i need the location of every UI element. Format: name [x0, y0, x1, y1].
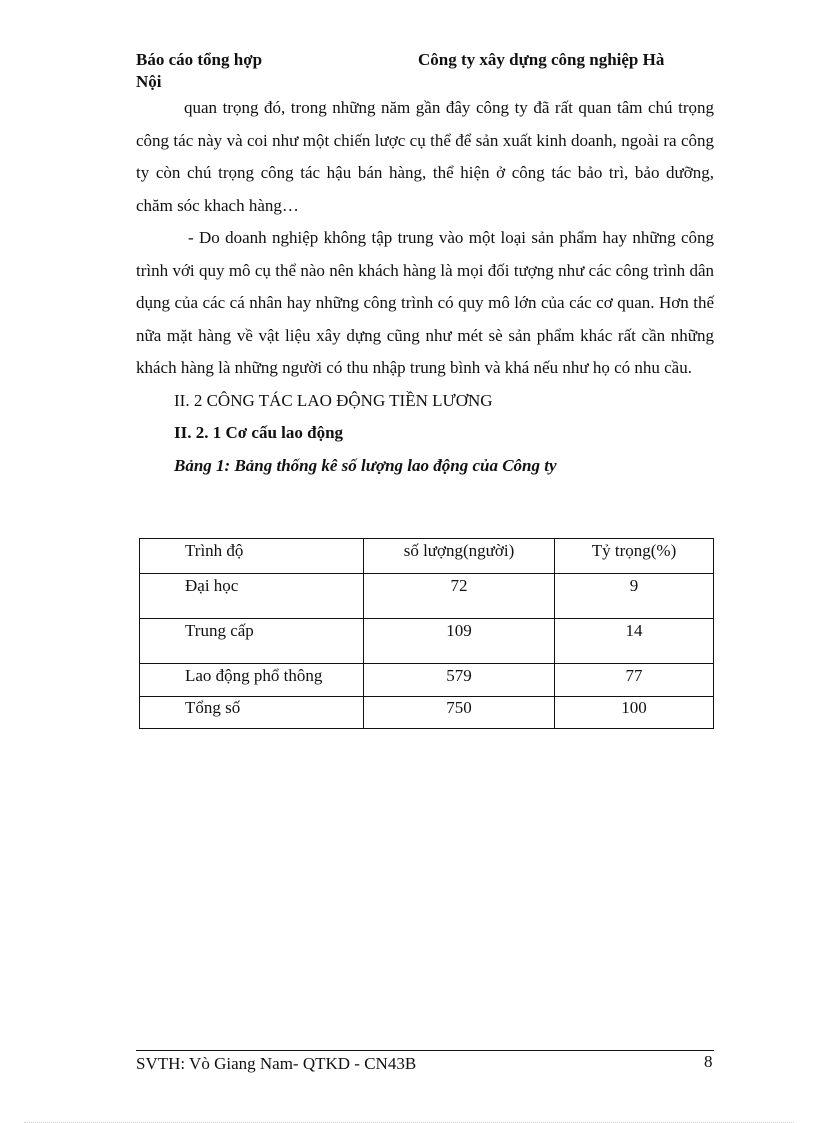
table-cell: 100 — [555, 697, 714, 729]
table-header-row — [140, 539, 714, 574]
table-row — [140, 664, 714, 697]
table-cell: 77 — [555, 664, 714, 697]
page-number: 8 — [704, 1052, 713, 1071]
footer-author: SVTH: Vò Giang Nam- QTKD - CN43B — [136, 1054, 417, 1073]
table-header-cell: Tỷ trọng(%) — [555, 539, 714, 574]
table-cell: 72 — [364, 574, 555, 619]
table-row-total — [140, 697, 714, 729]
paragraph-1: quan trọng đó, trong những năm gần đây công ty đã rất quan tâm chú trọng công tác này và coi như một chiến lược cụ thể để sản xuất kinh doanh, ngoài ra công ty còn chú trọng công tác hậu bán hàng, thể hiện ở công tác bảo trì, bảo dưỡng, chăm sóc khach hàng… — [136, 98, 714, 215]
header-left-title: Báo cáo tổng hợp — [136, 50, 263, 69]
table-cell: 750 — [364, 697, 555, 729]
paragraph-2: - Do doanh nghiệp không tập trung vào một loại sản phẩm hay những công trình với quy mô cụ thể nào nên khách hàng là mọi đối tượng như các công trình dân dụng của các cá nhân hay những công trình có quy mô lớn của các cơ quan. Hơn thế nữa mặt hàng về vật liệu xây dựng cũng như mét sè sản phẩm khác rất cần những khách hàng là những người có thu nhập trung bình và khá nếu như họ có nhu cầu. — [136, 228, 714, 377]
footer-divider — [136, 1050, 714, 1051]
table-cell: 579 — [364, 664, 555, 697]
table-cell: Lao động phổ thông — [140, 664, 364, 697]
table-row — [140, 574, 714, 619]
table-caption: Bảng 1: Bảng thống kê số lượng lao động của Công ty — [174, 455, 557, 475]
document-body — [136, 92, 714, 482]
table-row — [140, 619, 714, 664]
labor-statistics-table — [139, 538, 714, 729]
table-header-cell: số lượng(người) — [364, 539, 555, 574]
table-cell: 109 — [364, 619, 555, 664]
subsection-heading: II. 2. 1 Cơ cấu lao động — [174, 423, 344, 442]
header-company-name-wrap: Nội — [136, 72, 162, 91]
table-cell: Trung cấp — [140, 619, 364, 664]
table-cell: Đại học — [140, 574, 364, 619]
table-cell: 9 — [555, 574, 714, 619]
table-header-cell: Trình độ — [140, 539, 364, 574]
table-cell: Tổng số — [140, 697, 364, 729]
table-cell: 14 — [555, 619, 714, 664]
section-heading: II. 2 CÔNG TÁC LAO ĐỘNG TIỀN LƯƠNG — [174, 390, 493, 410]
header-company-name: Công ty xây dựng công nghiệp Hà — [418, 50, 665, 69]
